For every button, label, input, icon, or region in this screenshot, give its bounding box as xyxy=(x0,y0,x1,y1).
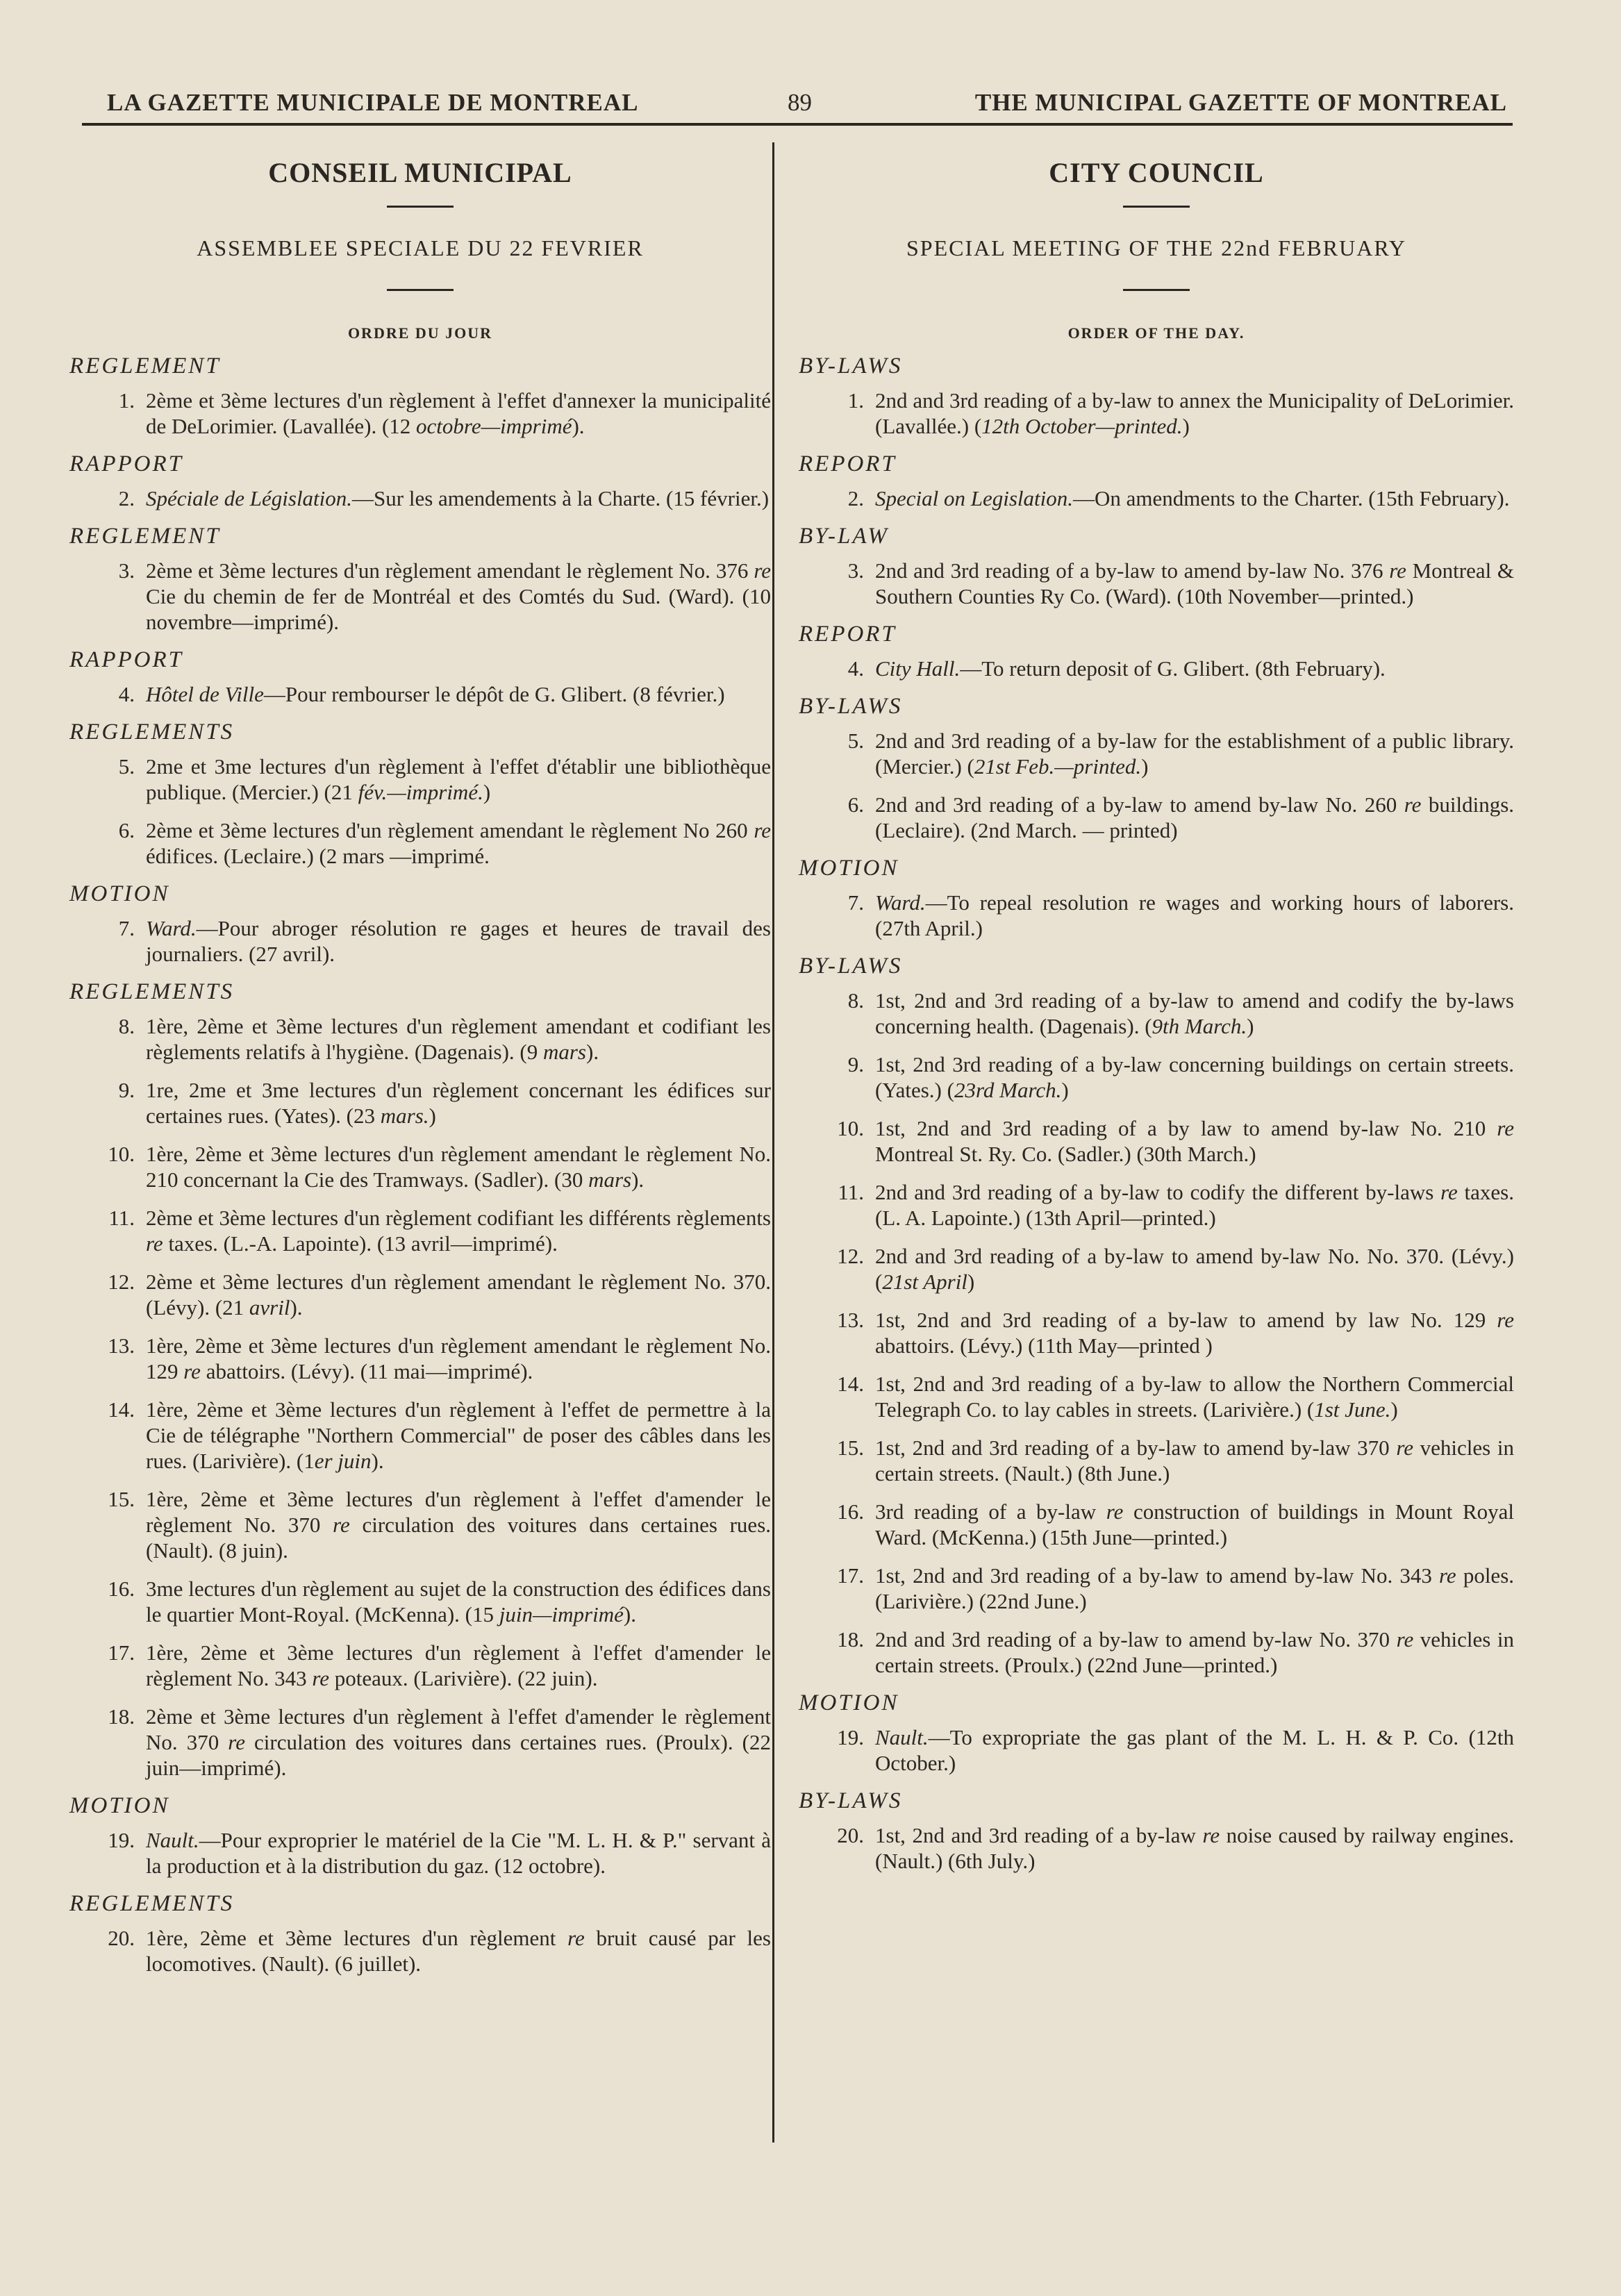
agenda-item xyxy=(69,915,771,967)
item-number: 1. xyxy=(847,388,864,413)
agenda-item xyxy=(799,1435,1514,1486)
item-text-tail: noise caused by railway engines. (Nault.) (6th July.) xyxy=(875,1823,1514,1873)
agenda-item xyxy=(69,1013,771,1065)
item-text xyxy=(875,988,1514,1039)
item-text-italic: juin—imprimé xyxy=(499,1602,624,1627)
item-text-tail: circulation des voitures dans certaines rues. (Proulx). (22 juin—imprimé). xyxy=(146,1730,772,1780)
item-number: 13. xyxy=(108,1333,135,1358)
item-text-lead: 1st, 2nd and 3rd reading of a by-law to amend by-law No. 343 xyxy=(875,1563,1439,1588)
item-text-tail: buildings. (Leclaire). (2nd March. — printed) xyxy=(875,792,1515,842)
item-text-lead: 3rd reading of a by-law xyxy=(875,1499,1106,1524)
item-text-lead: 1ère, 2ème et 3ème lectures d'un règlement amendant le règlement No. 129 xyxy=(146,1333,771,1383)
page-number: 89 xyxy=(788,89,812,116)
item-text-lead: 2nd and 3rd reading of a by-law to codify the different by-laws xyxy=(875,1180,1441,1204)
item-text-lead: 1st, 2nd and 3rd reading of a by-law to allow the Northern Commercial Telegraph Co. to lay cables in streets. (Larivière.) ( xyxy=(875,1372,1514,1422)
agenda-item xyxy=(69,1141,771,1192)
item-text-italic: re xyxy=(1440,1180,1458,1204)
agenda-item xyxy=(69,1925,771,1977)
agenda-item xyxy=(69,817,771,869)
item-text-tail: —To expropriate the gas plant of the M. L. H. & P. Co. (12th October.) xyxy=(875,1725,1514,1775)
item-number: 20. xyxy=(837,1823,864,1847)
item-text-italic: 1st June. xyxy=(1314,1397,1391,1422)
item-number: 13. xyxy=(837,1308,864,1332)
item-number: 10. xyxy=(837,1116,864,1140)
agenda-item xyxy=(69,1077,771,1129)
agenda-item xyxy=(799,1627,1514,1678)
english-column-title: CITY COUNCIL xyxy=(1049,157,1264,188)
agenda-item xyxy=(799,1179,1514,1231)
agenda-item xyxy=(69,485,771,511)
title-rule xyxy=(387,206,454,208)
item-text-lead: 2ème et 3ème lectures d'un règlement amendant le règlement No. 376 xyxy=(146,558,754,583)
english-column xyxy=(799,156,1514,1886)
item-number: 2. xyxy=(847,486,864,510)
item-text-lead: 1ère, 2ème et 3ème lectures d'un règlement amendant le règlement No. 210 concernant la Cie des Tramways. (Sadler). (30 xyxy=(146,1142,771,1192)
item-number: 19. xyxy=(108,1828,135,1852)
item-text-italic: mars xyxy=(542,1040,586,1064)
item-text-lead: 1st, 2nd and 3rd reading of a by law to amend by-law No. 210 xyxy=(875,1116,1497,1140)
item-text-tail: ) xyxy=(1141,754,1149,779)
item-text xyxy=(146,1397,771,1474)
item-text xyxy=(875,728,1514,779)
item-number: 17. xyxy=(108,1640,135,1665)
item-number: 20. xyxy=(108,1926,135,1950)
item-text-tail: vehicles in certain streets. (Proulx.) (22nd June—printed.) xyxy=(875,1627,1514,1677)
item-number: 11. xyxy=(108,1206,135,1230)
item-number: 4. xyxy=(118,682,135,706)
section-heading: REGLEMENT xyxy=(69,524,221,549)
section-heading: BY-LAWS xyxy=(799,1788,903,1813)
item-text xyxy=(146,1269,771,1320)
item-number: 2. xyxy=(118,486,135,510)
agenda-item xyxy=(799,1499,1514,1550)
item-text-tail: —Pour exproprier le matériel de la Cie "M. L. H. & P." servant à la production et à la distribution du gaz. (12 octobre). xyxy=(146,1828,771,1878)
item-text-lead: 2ème et 3ème lectures d'un règlement amendant le règlement No 260 xyxy=(146,818,754,842)
item-text xyxy=(146,1141,771,1192)
item-text-italic: re xyxy=(312,1666,330,1690)
item-number: 18. xyxy=(837,1627,864,1652)
section-heading: MOTION xyxy=(799,856,899,881)
item-text-italic: re xyxy=(228,1730,245,1754)
item-text-tail: —Pour rembourser le dépôt de G. Glibert. (8 février.) xyxy=(263,682,725,706)
french-meeting-subtitle: ASSEMBLEE SPECIALE DU 22 FEVRIER xyxy=(197,235,644,260)
item-number: 18. xyxy=(108,1704,135,1729)
item-number: 7. xyxy=(847,890,864,915)
item-text-tail: taxes. (L. A. Lapointe.) (13th April—printed.) xyxy=(875,1180,1514,1230)
item-text-lead: 1st, 2nd and 3rd reading of a by-law to amend and codify the by-laws concerning health. (Dagenais). ( xyxy=(875,988,1514,1038)
item-number: 8. xyxy=(118,1014,135,1038)
header-english-title: THE MUNICIPAL GAZETTE OF MONTREAL xyxy=(974,89,1507,116)
section-heading: MOTION xyxy=(799,1690,899,1715)
english-agenda xyxy=(799,353,1514,1874)
agenda-item xyxy=(799,988,1514,1039)
item-number: 4. xyxy=(847,656,864,681)
header-rule xyxy=(82,123,1513,126)
item-text-lead: 2nd and 3rd reading of a by-law to amend by-law No. No. 370. (Lévy.) ( xyxy=(875,1244,1514,1294)
item-text-italic: re xyxy=(1202,1823,1220,1847)
item-text-lead: 2me et 3me lectures d'un règlement à l'effet d'établir une bibliothèque publique. (Mercier.) (21 xyxy=(146,754,771,804)
item-number: 15. xyxy=(837,1436,864,1460)
item-text xyxy=(875,1499,1514,1550)
item-number: 7. xyxy=(118,916,135,940)
item-number: 12. xyxy=(837,1244,864,1268)
item-text-tail: poles. (Larivière.) (22nd June.) xyxy=(875,1563,1515,1613)
item-number: 16. xyxy=(108,1577,135,1601)
item-text-lead: 2nd and 3rd reading of a by-law for the establishment of a public library. (Mercier.) ( xyxy=(875,729,1514,779)
item-text-tail: ) xyxy=(483,780,491,804)
french-column xyxy=(69,156,771,1989)
item-text-tail: ) xyxy=(1061,1078,1069,1102)
item-text-italic: re xyxy=(1106,1499,1124,1524)
item-text-italic: Ward. xyxy=(875,890,926,915)
item-text xyxy=(875,1435,1514,1486)
item-number: 11. xyxy=(838,1180,864,1204)
item-text-lead: 1st, 2nd and 3rd reading of a by-law to amend by-law 370 xyxy=(875,1436,1397,1460)
item-text-italic: Hôtel de Ville xyxy=(146,682,264,706)
item-text xyxy=(146,388,771,439)
agenda-item xyxy=(799,1724,1514,1776)
section-heading: REGLEMENTS xyxy=(69,1891,235,1916)
section-heading: REGLEMENT xyxy=(69,353,221,378)
agenda-item xyxy=(799,558,1514,609)
item-text-lead: 2nd and 3rd reading of a by-law to amend by-law No. 260 xyxy=(875,792,1404,817)
item-text xyxy=(146,485,771,511)
section-heading: BY-LAW xyxy=(799,524,889,549)
item-text xyxy=(875,656,1514,681)
section-heading: REPORT xyxy=(799,622,897,647)
item-text xyxy=(146,1925,771,1977)
item-number: 14. xyxy=(108,1397,135,1422)
item-text-tail: Cie du chemin de fer de Montréal et des Comtés du Sud. (Ward). (10 novembre—imprimé). xyxy=(146,584,771,634)
agenda-item xyxy=(69,388,771,439)
item-text xyxy=(146,1576,771,1627)
item-number: 10. xyxy=(108,1142,135,1166)
item-number: 19. xyxy=(837,1725,864,1749)
item-text-italic: Special on Legislation. xyxy=(875,486,1074,510)
section-heading: BY-LAWS xyxy=(799,954,903,979)
item-number: 17. xyxy=(837,1563,864,1588)
item-text xyxy=(875,1627,1514,1678)
item-number: 14. xyxy=(837,1372,864,1396)
item-text-tail: Montreal & Southern Counties Ry Co. (Ward). (10th November—printed.) xyxy=(875,558,1514,608)
item-text-italic: re xyxy=(1396,1627,1414,1652)
item-number: 6. xyxy=(118,818,135,842)
item-text-italic: 21st Feb.—printed. xyxy=(974,754,1142,779)
item-text xyxy=(875,1115,1514,1167)
agenda-item xyxy=(69,1827,771,1879)
item-text xyxy=(875,792,1514,843)
item-text xyxy=(875,1243,1514,1295)
item-text-italic: octobre—imprimé xyxy=(416,414,572,438)
item-text xyxy=(146,1704,771,1781)
item-text xyxy=(146,1077,771,1129)
item-text-italic: re xyxy=(1404,792,1422,817)
item-text-italic: re xyxy=(567,1926,585,1950)
item-text-italic: 9th March. xyxy=(1152,1014,1247,1038)
french-column-title: CONSEIL MUNICIPAL xyxy=(268,157,572,188)
agenda-item xyxy=(69,1397,771,1474)
item-number: 8. xyxy=(847,988,864,1013)
item-text-lead: 2nd and 3rd reading of a by-law to amend by-law No. 370 xyxy=(875,1627,1397,1652)
item-text xyxy=(875,1051,1514,1103)
item-number: 3. xyxy=(847,558,864,583)
section-heading: MOTION xyxy=(69,1793,170,1818)
agenda-item xyxy=(69,1576,771,1627)
agenda-item xyxy=(69,1704,771,1781)
item-text-italic: fév.—imprimé. xyxy=(358,780,483,804)
item-text-lead: 1ère, 2ème et 3ème lectures d'un règlement à l'effet d'amender le règlement No. 343 xyxy=(146,1640,771,1690)
item-text-lead: 2ème et 3ème lectures d'un règlement amendant le règlement No. 370. (Lévy). (21 xyxy=(146,1270,771,1320)
item-text-lead: 1st, 2nd and 3rd reading of a by-law to amend by law No. 129 xyxy=(875,1308,1497,1332)
item-text-italic: Nault. xyxy=(875,1725,929,1749)
item-text xyxy=(875,1724,1514,1776)
agenda-item xyxy=(799,1051,1514,1103)
item-text-lead: 1ère, 2ème et 3ème lectures d'un règlement à l'effet d'amender le règlement No. 370 xyxy=(146,1487,771,1537)
item-text xyxy=(146,754,771,805)
item-number: 5. xyxy=(847,729,864,753)
item-text-italic: Spéciale de Législation. xyxy=(146,486,353,510)
item-text-tail: ). xyxy=(623,1602,636,1627)
section-heading: RAPPORT xyxy=(69,451,183,476)
section-heading: MOTION xyxy=(69,881,170,906)
item-number: 9. xyxy=(118,1078,135,1102)
item-text xyxy=(146,558,771,635)
agenda-item xyxy=(69,681,771,707)
item-text xyxy=(146,1827,771,1879)
item-text xyxy=(875,1563,1514,1614)
item-text-tail: ). xyxy=(371,1449,384,1473)
item-text xyxy=(875,388,1514,439)
item-text-lead: 1ère, 2ème et 3ème lectures d'un règlement amendant et codifiant les règlements relatifs à l'hygiène. (Dagenais). (9 xyxy=(146,1014,771,1064)
item-text-tail: abattoirs. (Lévy). (11 mai—imprimé). xyxy=(200,1359,533,1383)
item-text-tail: Montreal St. Ry. Co. (Sadler.) (30th March.) xyxy=(875,1142,1256,1166)
agenda-item xyxy=(799,485,1514,511)
item-text-italic: avril xyxy=(249,1295,290,1320)
english-order-of-day: ORDER OF THE DAY. xyxy=(1067,324,1245,342)
item-text-tail: ) xyxy=(967,1270,975,1294)
agenda-item xyxy=(799,1563,1514,1614)
agenda-item xyxy=(799,1243,1514,1295)
item-number: 3. xyxy=(118,558,135,583)
item-text-italic: Nault. xyxy=(146,1828,199,1852)
item-text-tail: ) xyxy=(1390,1397,1398,1422)
item-text-italic: mars. xyxy=(380,1104,429,1128)
header-french-title: LA GAZETTE MUNICIPALE DE MONTREAL xyxy=(107,89,639,116)
english-meeting-subtitle: SPECIAL MEETING OF THE 22nd FEBRUARY xyxy=(906,235,1407,260)
item-text-italic: 23rd March. xyxy=(954,1078,1062,1102)
french-order-of-day: ORDRE DU JOUR xyxy=(347,324,493,342)
agenda-item xyxy=(69,1205,771,1256)
agenda-item xyxy=(799,388,1514,439)
item-text-italic: re xyxy=(333,1513,350,1537)
item-text xyxy=(875,890,1514,941)
agenda-item xyxy=(799,1307,1514,1358)
item-number: 16. xyxy=(837,1499,864,1524)
section-heading: REPORT xyxy=(799,451,897,476)
item-number: 5. xyxy=(118,754,135,779)
item-text-italic: Ward. xyxy=(146,916,197,940)
subtitle-rule xyxy=(1123,289,1190,291)
section-heading: REGLEMENTS xyxy=(69,719,235,744)
item-text xyxy=(146,1640,771,1691)
agenda-item xyxy=(799,1371,1514,1422)
item-text-tail: circulation des voitures dans certaines rues. (Nault). (8 juin). xyxy=(146,1513,772,1563)
item-text-tail: —To repeal resolution re wages and working hours of laborers. (27th April.) xyxy=(875,890,1514,940)
item-text xyxy=(875,1822,1514,1874)
item-text xyxy=(875,1307,1514,1358)
item-text-tail: ). xyxy=(290,1295,303,1320)
item-text-lead: 1st, 2nd and 3rd reading of a by-law xyxy=(875,1823,1203,1847)
item-text-tail: ). xyxy=(586,1040,599,1064)
item-text-italic: re xyxy=(183,1359,201,1383)
column-divider xyxy=(772,142,774,2143)
agenda-item xyxy=(799,890,1514,941)
agenda-item xyxy=(69,558,771,635)
item-text-tail: —Pour abroger résolution re gages et heures de travail des journaliers. (27 avril). xyxy=(146,916,771,966)
item-text-tail: ) xyxy=(429,1104,436,1128)
item-number: 15. xyxy=(108,1487,135,1511)
item-text-tail: ). xyxy=(631,1167,645,1192)
section-heading: BY-LAWS xyxy=(799,353,903,378)
item-text xyxy=(875,1179,1514,1231)
item-text xyxy=(146,1205,771,1256)
item-number: 1. xyxy=(118,388,135,413)
item-text-italic: re xyxy=(754,818,771,842)
item-text-lead: 2ème et 3ème lectures d'un règlement à l'effet d'annexer la municipalité de DeLorimier. (Lavallée). (12 xyxy=(146,388,771,438)
item-text xyxy=(875,558,1514,609)
item-text-tail: bruit causé par les locomotives. (Nault). (6 juillet). xyxy=(146,1926,771,1976)
section-heading: BY-LAWS xyxy=(799,694,903,719)
item-text xyxy=(146,1486,771,1563)
item-text-italic: re xyxy=(1497,1116,1514,1140)
item-text xyxy=(875,485,1514,511)
item-text-italic: mars xyxy=(588,1167,632,1192)
item-text-italic: re xyxy=(1389,558,1406,583)
agenda-item xyxy=(799,1822,1514,1874)
agenda-item xyxy=(799,792,1514,843)
item-text-lead: 3me lectures d'un règlement au sujet de la construction des édifices dans le quartier Mont-Royal. (McKenna). (15 xyxy=(146,1577,771,1627)
item-text-lead: 2ème et 3ème lectures d'un règlement à l'effet d'amender le règlement No. 370 xyxy=(146,1704,771,1754)
item-text-tail: —To return deposit of G. Glibert. (8th February). xyxy=(960,656,1386,681)
section-heading: REGLEMENTS xyxy=(69,979,235,1004)
agenda-item xyxy=(799,728,1514,779)
agenda-item xyxy=(799,656,1514,681)
item-text-lead: 2nd and 3rd reading of a by-law to annex the Municipality of DeLorimier. (Lavallée.) ( xyxy=(875,388,1514,438)
item-text-italic: re xyxy=(1438,1563,1456,1588)
item-text xyxy=(146,1013,771,1065)
item-text-italic: 12th October—printed. xyxy=(981,414,1183,438)
item-text-tail: ) xyxy=(1182,414,1190,438)
item-text-lead: 1ère, 2ème et 3ème lectures d'un règlement à l'effet de permettre à la Cie de télégraphe "Northern Commercial" de poser des câbles dans les rues. (Larivière). (1 xyxy=(146,1397,771,1473)
item-text-tail: édifices. (Leclaire.) (2 mars —imprimé. xyxy=(146,844,490,868)
item-text-tail: taxes. (L.-A. Lapointe). (13 avril—imprimé). xyxy=(163,1231,558,1256)
item-text xyxy=(146,1333,771,1384)
item-text-tail: —On amendments to the Charter. (15th February). xyxy=(1073,486,1510,510)
agenda-item xyxy=(69,754,771,805)
subtitle-rule xyxy=(387,289,454,291)
item-text-tail: abattoirs. (Lévy.) (11th May—printed ) xyxy=(875,1333,1213,1358)
item-text xyxy=(146,681,771,707)
item-text-italic: re xyxy=(754,558,771,583)
item-text-italic: City Hall. xyxy=(875,656,961,681)
french-agenda xyxy=(69,353,771,1977)
agenda-item xyxy=(69,1486,771,1563)
item-number: 12. xyxy=(108,1270,135,1294)
item-text-lead: 2nd and 3rd reading of a by-law to amend by-law No. 376 xyxy=(875,558,1390,583)
item-text-italic: er juin xyxy=(314,1449,372,1473)
item-text-lead: 1st, 2nd 3rd reading of a by-law concerning buildings on certain streets. (Yates.) ( xyxy=(875,1052,1514,1102)
item-text-tail: poteaux. (Larivière). (22 juin). xyxy=(329,1666,598,1690)
item-number: 6. xyxy=(847,792,864,817)
agenda-item xyxy=(799,1115,1514,1167)
section-heading: RAPPORT xyxy=(69,647,183,672)
title-rule xyxy=(1123,206,1190,208)
item-text-tail: ) xyxy=(1247,1014,1254,1038)
item-text-lead: 1re, 2me et 3me lectures d'un règlement concernant les édifices sur certaines rues. (Yates). (23 xyxy=(146,1078,771,1128)
item-text-lead: 2ème et 3ème lectures d'un règlement codifiant les différents règlements xyxy=(146,1206,771,1230)
item-text-tail: —Sur les amendements à la Charte. (15 février.) xyxy=(352,486,770,510)
item-number: 9. xyxy=(847,1052,864,1076)
item-text xyxy=(875,1371,1514,1422)
agenda-item xyxy=(69,1640,771,1691)
agenda-item xyxy=(69,1333,771,1384)
item-text-italic: 21st April xyxy=(882,1270,967,1294)
item-text-tail: ). xyxy=(572,414,585,438)
item-text xyxy=(146,915,771,967)
item-text-tail: vehicles in certain streets. (Nault.) (8th June.) xyxy=(875,1436,1514,1486)
item-text-italic: re xyxy=(1396,1436,1413,1460)
agenda-item xyxy=(69,1269,771,1320)
item-text xyxy=(146,817,771,869)
item-text-lead: 1ère, 2ème et 3ème lectures d'un règlement xyxy=(146,1926,568,1950)
item-text-italic: re xyxy=(1497,1308,1514,1332)
item-text-italic: re xyxy=(146,1231,163,1256)
item-text-tail: construction of buildings in Mount Royal Ward. (McKenna.) (15th June—printed.) xyxy=(875,1499,1514,1549)
